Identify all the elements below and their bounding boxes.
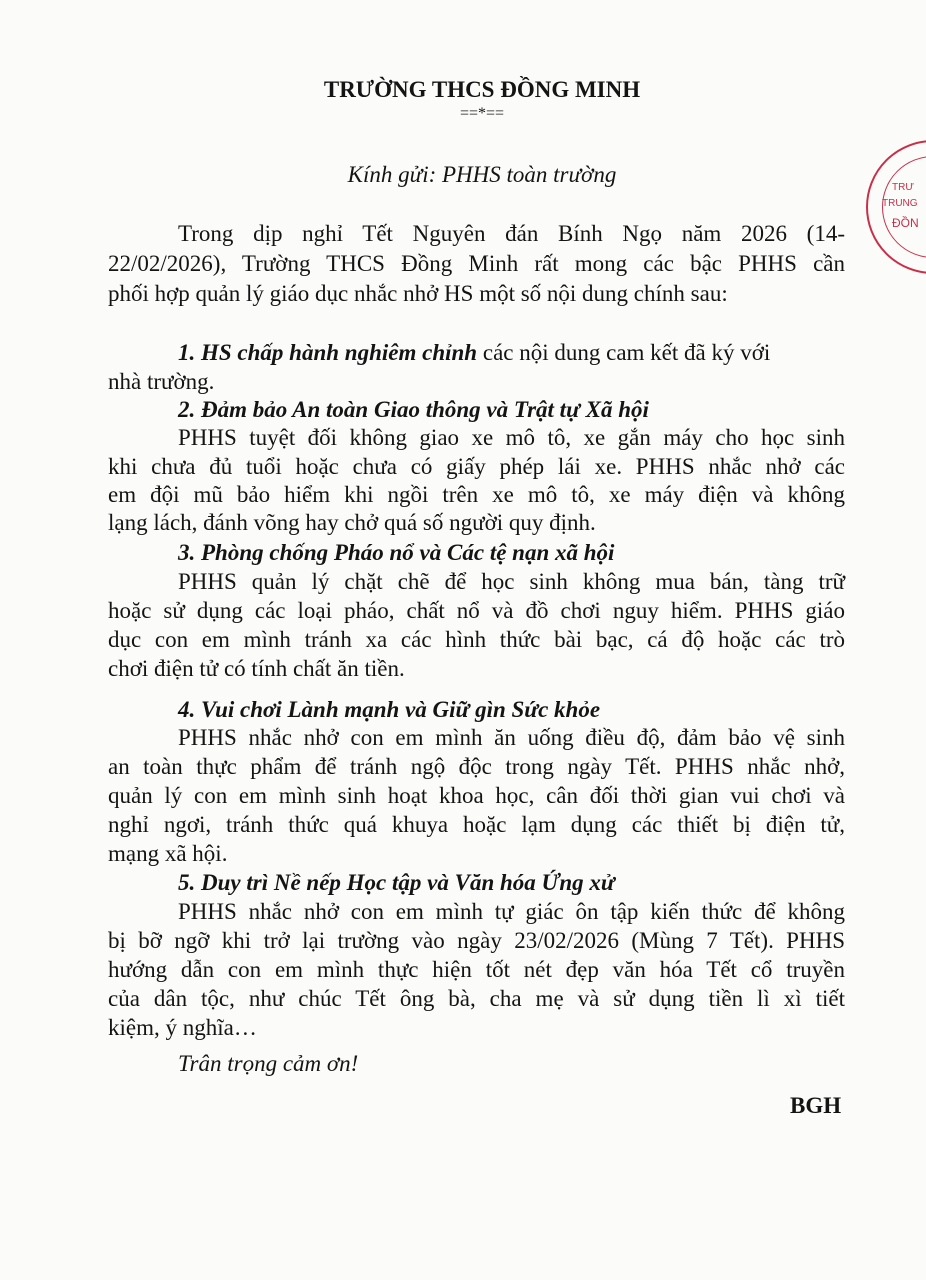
item3-heading: 3. Phòng chống Pháo nổ và Các tệ nạn xã hội <box>178 540 615 565</box>
signature: BGH <box>790 1093 842 1118</box>
item1-line2: nhà trường. <box>108 369 215 394</box>
item2-line: khi chưa đủ tuổi hoặc chưa có giấy phép lái xe. PHHS nhắc nhở các <box>108 454 845 479</box>
item3-line: chơi điện tử có tính chất ăn tiền. <box>108 656 405 681</box>
item5-line: PHHS nhắc nhở con em mình tự giác ôn tập kiến thức để không <box>178 899 845 924</box>
item2-line: lạng lách, đánh võng hay chở quá số người quy định. <box>108 510 596 535</box>
item3-line: hoặc sử dụng các loại pháo, chất nổ và đồ chơi nguy hiểm. PHHS giáo <box>108 598 845 623</box>
item2-heading: 2. Đảm bảo An toàn Giao thông và Trật tự Xã hội <box>178 397 649 422</box>
item4-line: mạng xã hội. <box>108 841 228 866</box>
item4-heading: 4. Vui chơi Lành mạnh và Giữ gìn Sức khỏe <box>178 697 601 722</box>
item5-heading: 5. Duy trì Nề nếp Học tập và Văn hóa Ứng xử <box>178 870 615 895</box>
intro-line: phối hợp quản lý giáo dục nhắc nhở HS một số nội dung chính sau: <box>108 281 728 306</box>
stamp-text: ĐỒN <box>892 216 919 230</box>
item4-line: quản lý con em mình sinh hoạt khoa học, cân đối thời gian vui chơi và <box>108 783 845 808</box>
item1-bold: 1. HS chấp hành nghiêm chỉnh <box>178 340 478 365</box>
school-title: TRƯỜNG THCS ĐỒNG MINH <box>323 77 641 102</box>
closing: Trân trọng cảm ơn! <box>178 1051 359 1076</box>
item3-line: PHHS quản lý chặt chẽ để học sinh không mua bán, tàng trữ <box>178 569 845 594</box>
intro-line: 22/02/2026), Trường THCS Đồng Minh rất mong các bậc PHHS cần <box>108 251 845 276</box>
stamp-text: TRƯ <box>892 182 914 193</box>
item2-line: em đội mũ bảo hiểm khi ngồi trên xe mô tô, xe máy điện và không <box>108 482 845 507</box>
item5-line: bị bỡ ngỡ khi trở lại trường vào ngày 23/02/2026 (Mùng 7 Tết). PHHS <box>108 928 845 953</box>
title-divider: ==*== <box>459 105 505 122</box>
item2-line: PHHS tuyệt đối không giao xe mô tô, xe gắn máy cho học sinh <box>178 425 845 450</box>
intro-line: Trong dịp nghỉ Tết Nguyên đán Bính Ngọ năm 2026 (14- <box>178 221 845 246</box>
item5-line: của dân tộc, như chúc Tết ông bà, cha mẹ và sử dụng tiền lì xì tiết <box>108 986 845 1011</box>
greeting: Kính gửi: PHHS toàn trường <box>347 162 617 187</box>
item1-line <box>178 339 845 367</box>
stamp-text: TRUNG <box>882 198 918 209</box>
item1-rest: các nội dung cam kết đã ký với <box>477 340 771 365</box>
item5-line: kiệm, ý nghĩa… <box>108 1015 257 1040</box>
item3-line: dục con em mình tránh xa các hình thức bài bạc, cá độ hoặc các trò <box>108 627 845 652</box>
item4-line: an toàn thực phẩm để tránh ngộ độc trong ngày Tết. PHHS nhắc nhở, <box>108 754 845 779</box>
item5-line: hướng dẫn con em mình thực hiện tốt nét đẹp văn hóa Tết cổ truyền <box>108 957 845 982</box>
item4-line: nghỉ ngơi, tránh thức quá khuya hoặc lạm dụng các thiết bị điện tử, <box>108 812 845 837</box>
item4-line: PHHS nhắc nhở con em mình ăn uống điều độ, đảm bảo vệ sinh <box>178 725 845 750</box>
